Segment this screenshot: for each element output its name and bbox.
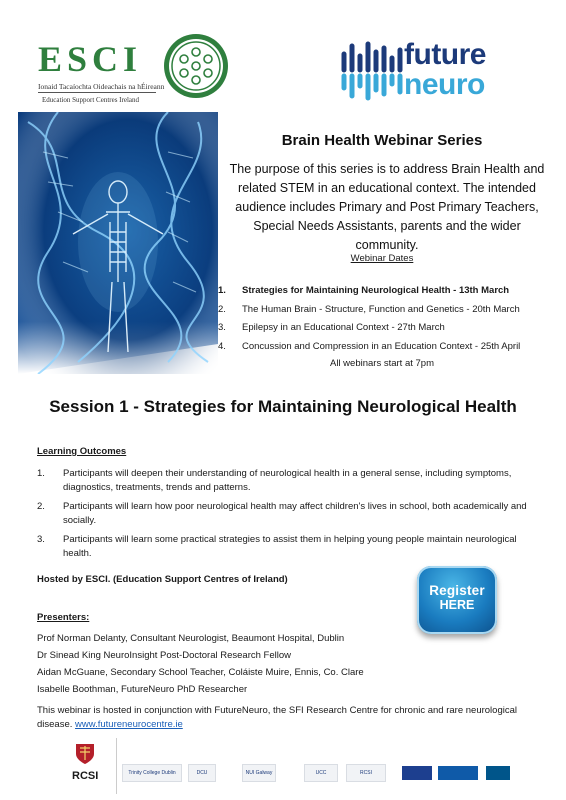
learning-outcomes-heading: Learning Outcomes <box>37 446 127 457</box>
webinar-date-item <box>218 340 558 359</box>
list-number: 1. <box>218 285 226 296</box>
esci-wordmark: ESCI <box>38 39 143 79</box>
list-number: 2. <box>37 501 45 512</box>
learning-outcome-text: Participants will learn how poor neurological health may affect children's lives in school, both academically and socially. <box>63 501 527 526</box>
learning-outcome-text: Participants will deepen their understanding of neurological health in a general sense, including symptoms, diagnostics, treatments, trends and patterns. <box>63 468 512 493</box>
partner-logo-ucc: UCC <box>304 764 338 782</box>
register-here-label: HERE <box>439 598 475 612</box>
conjunction-text: This webinar is hosted in conjunction with FutureNeuro, the SFI Research Centre for chronic and rare neurological disease. <box>37 705 517 730</box>
series-description: The purpose of this series is to address Brain Health and related STEM in an educational context. The intended audience includes Primary and Post Primary Teachers, Special Needs Assistants, parents and the wider community. <box>229 162 545 252</box>
dna-human-figure-image <box>18 112 218 374</box>
esci-emblem-icon <box>162 32 230 100</box>
webinar-date-item <box>218 303 558 322</box>
partner-logo-nuig: NUI Galway <box>242 764 276 782</box>
session-title: Session 1 - Strategies for Maintaining Neurological Health <box>49 397 517 416</box>
hosted-by-text: Hosted by ESCI. (Education Support Centres of Ireland) <box>37 574 288 585</box>
rcsi-crest-icon <box>74 742 96 766</box>
list-number: 4. <box>218 340 226 352</box>
presenter-item: Aidan McGuane, Secondary School Teacher, Coláiste Muire, Ennis, Co. Clare <box>37 667 364 678</box>
presenter-item: Isabelle Boothman, FutureNeuro PhD Researcher <box>37 684 248 695</box>
presenters-heading: Presenters: <box>37 612 90 623</box>
conjunction-note <box>37 704 527 731</box>
presenter-item: Prof Norman Delanty, Consultant Neurologist, Beaumont Hospital, Dublin <box>37 633 345 644</box>
partner-logos-footer <box>56 736 542 798</box>
webinar-date-item <box>218 284 558 303</box>
register-label: Register <box>429 583 485 598</box>
list-number: 2. <box>218 303 226 315</box>
webinar-date-text: Concussion and Compression in an Education Context - 25th April <box>242 340 521 352</box>
esci-logo <box>38 38 238 108</box>
register-here-button[interactable] <box>417 566 497 634</box>
learning-outcome-item <box>37 500 537 527</box>
start-time-note: All webinars start at 7pm <box>329 358 434 369</box>
european-funding-logo <box>438 766 478 780</box>
esci-english-name: Education Support Centres Ireland <box>42 96 140 104</box>
series-title: Brain Health Webinar Series <box>281 132 483 149</box>
rcsi-logo-text: RCSI <box>72 770 99 782</box>
futureneuro-website-link[interactable]: www.futureneurocentre.ie <box>75 718 183 730</box>
futureneuro-logo <box>340 34 500 106</box>
list-number: 3. <box>218 322 226 333</box>
list-number: 3. <box>37 534 45 545</box>
list-number: 1. <box>37 468 45 479</box>
esci-irish-name: Ionaid Tacaíochta Oideachais na hÉireann <box>38 82 165 91</box>
learning-outcome-item <box>37 533 537 560</box>
webinar-date-item <box>218 321 558 340</box>
footer-divider <box>116 738 117 794</box>
eu-flag-icon <box>402 766 432 780</box>
presenters-list <box>37 632 517 700</box>
webinar-date-text: The Human Brain - Structure, Function and Genetics - 20th March <box>242 303 520 315</box>
presenter-item: Dr Sinead King NeuroInsight Post-Doctoral Research Fellow <box>37 650 291 661</box>
partner-logo-tcd: Trinity College Dublin <box>122 764 182 782</box>
learning-outcome-item <box>37 467 537 494</box>
learning-outcomes-list <box>37 467 537 566</box>
webinar-dates-list <box>218 284 558 358</box>
learning-outcome-text: Participants will learn some practical strategies to assist them in helping young people maintain neurological health. <box>63 534 517 559</box>
partner-logo-rcsi: RCSI <box>346 764 386 782</box>
futureneuro-word-future: future <box>404 38 486 71</box>
neuro-wave-icon <box>340 40 404 102</box>
futureneuro-word-neuro: neuro <box>404 68 485 101</box>
webinar-date-text: Strategies for Maintaining Neurological Health - 13th March <box>242 285 510 296</box>
webinar-dates-heading: Webinar Dates <box>350 253 414 264</box>
webinar-date-text: Epilepsy in an Educational Context - 27th March <box>242 322 445 333</box>
partner-logo-dcu: DCU <box>188 764 216 782</box>
sfi-logo <box>486 766 510 780</box>
esci-divider <box>38 92 156 93</box>
